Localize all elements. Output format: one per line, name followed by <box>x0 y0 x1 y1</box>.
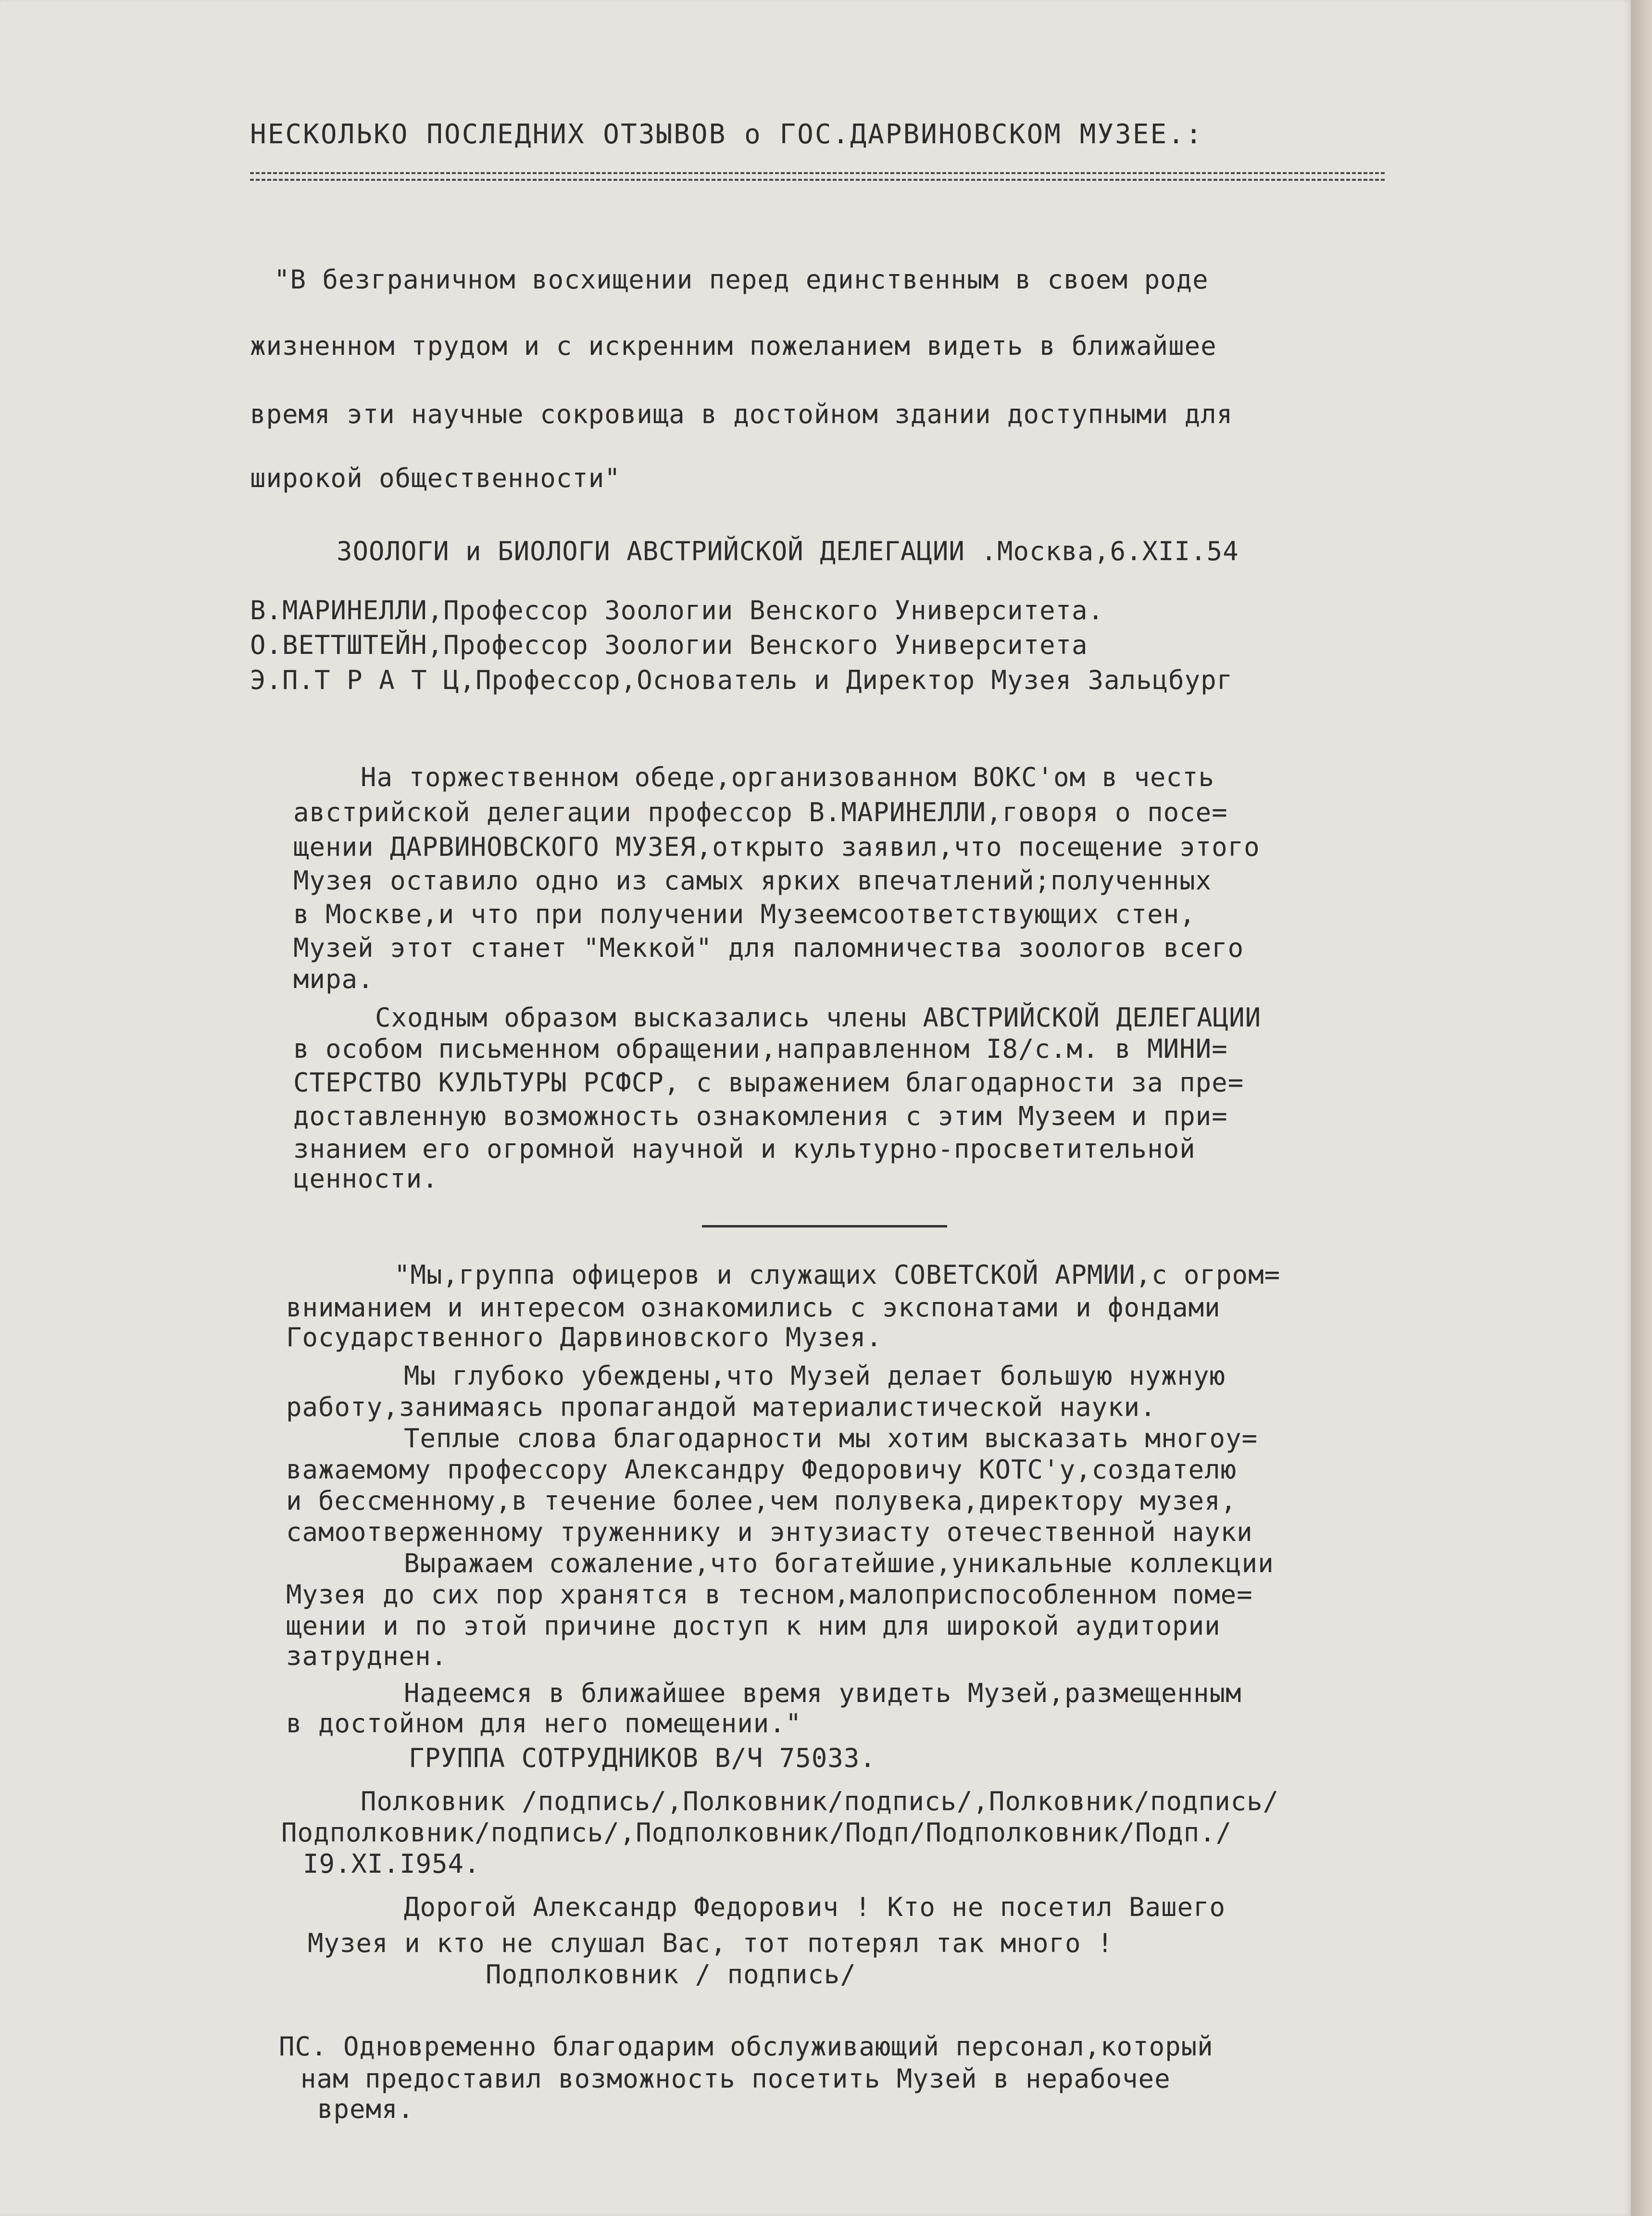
army-line-5: работу,занимаясь пропагандой материалистической науки. <box>286 1392 1156 1422</box>
dinner-line-2: австрийской делегации профессор В.МАРИНЕЛЛИ,говоря о посе= <box>293 797 1228 827</box>
army-line-12: щении и по этой причине доступ к ним для широкой аудитории <box>286 1611 1221 1641</box>
army-letter-date: I9.XI.I954. <box>303 1849 480 1879</box>
page-edge <box>1631 0 1652 2216</box>
personal-note-line-2: Музея и кто не слушал Вас, тот потерял так много ! <box>308 1928 1114 1958</box>
postscript-line-2: нам предоставил возможность посетить Музей в нерабочее <box>300 2064 1171 2094</box>
postscript-line-1: ПС. Одновременно благодарим обслуживающий персонал,который <box>279 2031 1214 2062</box>
army-line-13: затруднен. <box>286 1641 448 1671</box>
delegation-par-line-6: ценности. <box>293 1164 438 1194</box>
army-line-15: в достойном для него помещении." <box>286 1708 802 1739</box>
army-line-8: и бессменному,в течение более,чем полувека,директору музея, <box>286 1486 1237 1516</box>
quote-line-3: время эти научные сокровища в достойном здании доступными для <box>250 399 1233 429</box>
title-underline <box>250 172 1385 174</box>
dinner-line-6: Музей этот станет "Меккой" для паломничества зоологов всего <box>293 933 1244 963</box>
signatory-tratz: Э.П.Т Р А Т Ц,Профессор,Основатель и Директор Музея Зальцбург <box>250 665 1233 695</box>
army-line-4: Мы глубоко убеждены,что Музей делает большую нужную <box>404 1361 1226 1391</box>
army-line-1: "Мы,группа офицеров и служащих СОВЕТСКОЙ АРМИИ,с огром= <box>394 1260 1281 1290</box>
signatory-marinelli: В.МАРИНЕЛЛИ,Профессор Зоологии Венского Университета. <box>250 595 1104 626</box>
delegation-par-line-5: знанием его огромной научной и культурно-просветительной <box>293 1134 1196 1164</box>
army-signatures-line-2: Подполковник/подпись/,Подполковник/Подп/Подполковник/Подп./ <box>281 1817 1232 1848</box>
army-line-14: Надеемся в ближайшее время увидеть Музей,размещенным <box>404 1678 1242 1708</box>
quote-line-2: жизненном трудом и с искренним пожеланием видеть в ближайшее <box>250 331 1217 361</box>
dinner-line-1: На торжественном обеде,организованном ВОКС'ом в честь <box>361 762 1215 792</box>
army-line-3: Государственного Дарвиновского Музея. <box>286 1322 882 1352</box>
army-signatures-line-1: Полковник /подпись/,Полковник/подпись/,Полковник/подпись/ <box>361 1786 1279 1816</box>
army-line-11: Музея до сих пор хранятся в тесном,малоприспособленном поме= <box>286 1579 1253 1610</box>
title-underline-second <box>250 179 1385 181</box>
personal-note-signature: Подполковник / подпись/ <box>486 1959 856 1990</box>
dinner-line-3: щении ДАРВИНОВСКОГО МУЗЕЯ,открыто заявил,что посещение этого <box>293 832 1260 862</box>
quote-line-1: "В безграничном восхищении перед единственным в своем роде <box>274 264 1209 295</box>
army-line-9: самоотверженному труженнику и энтузиасту отечественной науки <box>286 1517 1253 1547</box>
delegation-par-line-3: СТЕРСТВО КУЛЬТУРЫ РСФСР, с выражением благодарности за пре= <box>293 1067 1244 1098</box>
quote-line-4: широкой общественности" <box>250 463 621 493</box>
dinner-line-7: мира. <box>293 964 374 994</box>
personal-note-line-1: Дорогой Александр Федорович ! Кто не посетил Вашего <box>404 1892 1226 1922</box>
army-group-signature: ГРУППА СОТРУДНИКОВ В/Ч 75033. <box>409 1743 876 1773</box>
signatory-wettstein: О.ВЕТТШТЕЙН,Профессор Зоологии Венского Университета <box>250 630 1088 660</box>
army-line-7: важаемому профессору Александру Федоровичу КОТС'у,создателю <box>286 1454 1237 1485</box>
delegation-par-line-1: Сходным образом высказались члены АВСТРИЙСКОЙ ДЕЛЕГАЦИИ <box>375 1002 1262 1033</box>
dinner-line-4: Музея оставило одно из самых ярких впечатлений;полученных <box>293 865 1212 896</box>
delegation-par-line-4: доставленную возможность ознакомления с этим Музеем и при= <box>293 1101 1228 1131</box>
army-line-6: Теплые слова благодарности мы хотим высказать многоу= <box>404 1423 1258 1453</box>
document-title: НЕСКОЛЬКО ПОСЛЕДНИХ ОТЗЫВОВ о ГОС.ДАРВИНОВСКОМ МУЗЕЕ.: <box>250 119 1203 150</box>
dinner-line-5: в Москве,и что при получении Музеемсоответствующих стен, <box>293 899 1196 929</box>
army-line-10: Выражаем сожаление,что богатейшие,уникальные коллекции <box>404 1548 1274 1578</box>
postscript-line-3: время. <box>317 2094 414 2124</box>
section-separator <box>702 1225 947 1227</box>
army-line-2: вниманием и интересом ознакомились с экспонатами и фондами <box>286 1292 1221 1323</box>
delegation-par-line-2: в особом письменном обращении,направленном I8/с.м. в МИНИ= <box>293 1034 1228 1064</box>
delegation-line: ЗООЛОГИ и БИОЛОГИ АВСТРИЙСКОЙ ДЕЛЕГАЦИИ .Москва,6.XII.54 <box>337 536 1239 566</box>
